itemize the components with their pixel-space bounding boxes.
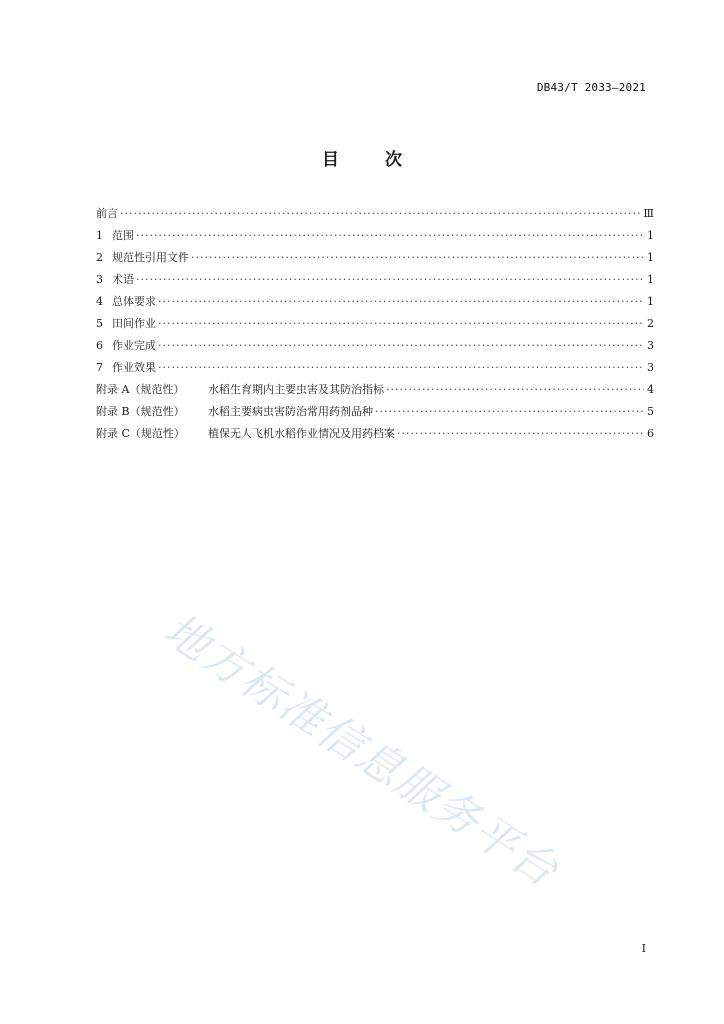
toc-appendix-label: 附录 A（规范性） (96, 383, 185, 396)
toc-item-scope[interactable] (96, 225, 654, 247)
toc-title-char-2: 次 (385, 150, 402, 170)
toc-item-number: 3 (96, 273, 103, 286)
toc-item-title: 规范性引用文件 (112, 251, 189, 264)
toc-item-number: 6 (96, 339, 103, 352)
watermark: 地方标准信息服务平台 (154, 604, 568, 898)
toc-appendix-label: 附录 B（规范性） (96, 405, 185, 418)
toc-appendix-label: 附录 C（规范性） (96, 427, 185, 440)
dot-leader (136, 225, 644, 247)
dot-leader (158, 313, 644, 335)
toc-item-appendix-c[interactable] (96, 423, 654, 445)
toc-item-terms[interactable] (96, 269, 654, 291)
dot-leader (386, 379, 644, 401)
toc-list (96, 203, 654, 445)
toc-item-title: 前言 (96, 207, 118, 220)
toc-item-field-operation[interactable] (96, 313, 654, 335)
toc-item-page: 6 (647, 427, 654, 440)
toc-item-title: 田间作业 (112, 317, 156, 330)
toc-item-number: 1 (96, 229, 103, 242)
toc-item-operation-effect[interactable] (96, 357, 654, 379)
toc-title-char-1: 目 (322, 150, 339, 170)
dot-leader (120, 203, 641, 225)
toc-item-title: 作业效果 (112, 361, 156, 374)
toc-item-page: 2 (647, 317, 654, 330)
toc-item-appendix-b[interactable] (96, 401, 654, 423)
toc-item-number: 5 (96, 317, 103, 330)
toc-item-title: 水稻主要病虫害防治常用药剂品种 (208, 405, 373, 418)
toc-item-page: 1 (647, 229, 654, 242)
toc-item-number: 4 (96, 295, 103, 308)
toc-item-operation-completion[interactable] (96, 335, 654, 357)
toc-item-title: 范围 (112, 229, 134, 242)
toc-item-page: 3 (647, 339, 654, 352)
toc-item-page: 1 (647, 251, 654, 264)
toc-item-page: 4 (647, 383, 654, 396)
toc-item-general-requirements[interactable] (96, 291, 654, 313)
toc-item-page: Ⅲ (643, 207, 654, 220)
dot-leader (397, 423, 644, 445)
toc-item-page: 3 (647, 361, 654, 374)
toc-title (0, 145, 724, 170)
toc-item-title: 作业完成 (112, 339, 156, 352)
standard-code: DB43/T 2033—2021 (536, 81, 646, 94)
toc-item-number: 7 (96, 361, 103, 374)
dot-leader (158, 335, 644, 357)
toc-item-title: 术语 (112, 273, 134, 286)
toc-item-page: 5 (647, 405, 654, 418)
dot-leader (191, 247, 644, 269)
page-number: I (641, 942, 646, 955)
dot-leader (375, 401, 644, 423)
toc-item-title: 水稻生育期内主要虫害及其防治指标 (208, 383, 384, 396)
dot-leader (158, 291, 644, 313)
toc-item-foreword[interactable] (96, 203, 654, 225)
dot-leader (158, 357, 644, 379)
toc-item-page: 1 (647, 295, 654, 308)
dot-leader (136, 269, 644, 291)
toc-item-normative-references[interactable] (96, 247, 654, 269)
toc-item-number: 2 (96, 251, 103, 264)
toc-item-title: 总体要求 (112, 295, 156, 308)
toc-item-page: 1 (647, 273, 654, 286)
toc-item-appendix-a[interactable] (96, 379, 654, 401)
toc-item-title: 植保无人飞机水稻作业情况及用药档案 (208, 427, 395, 440)
